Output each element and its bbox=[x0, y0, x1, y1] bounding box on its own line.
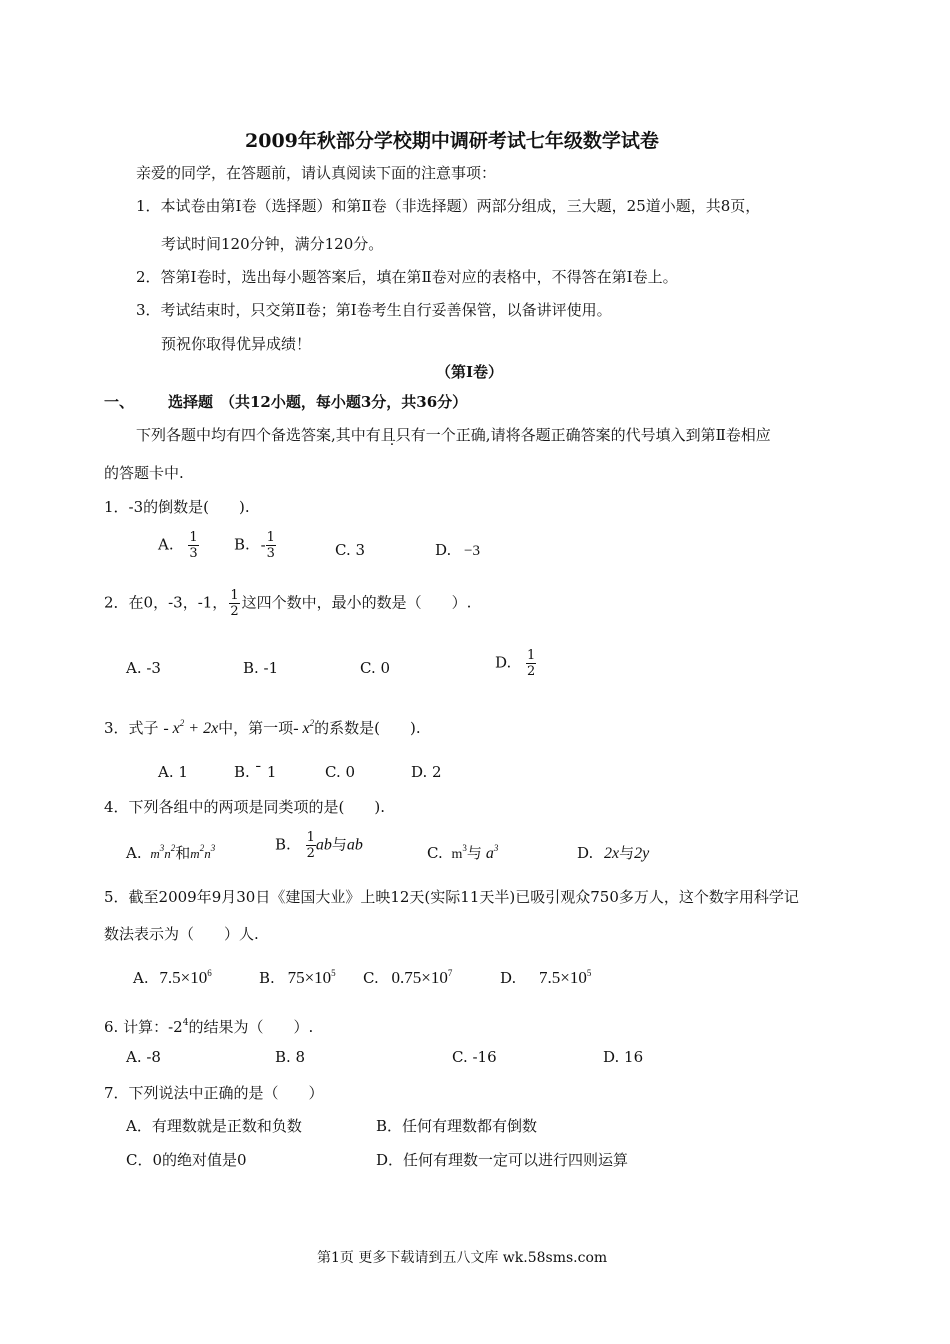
q3-option-c: C. 0 bbox=[325, 763, 356, 781]
q2-stem-post: 这四个数中，最小的数是（ ）. bbox=[241, 593, 472, 612]
q2-option-c: C. 0 bbox=[360, 659, 391, 677]
q5-option-a bbox=[133, 968, 212, 988]
section-detail: （共12小题，每小题3分，共36分） bbox=[220, 393, 468, 411]
note-1: 1．本试卷由第Ⅰ卷（选择题）和第Ⅱ卷（非选择题）两部分组成，三大题，25道小题，共8页， bbox=[136, 197, 761, 215]
q4-a-expression-2: $m^2n^3$ bbox=[190, 843, 216, 861]
q3-stem-mid: 中，第一项 bbox=[218, 719, 294, 737]
note-2: 2．答第Ⅰ卷时，选出每小题答案后，填在第Ⅱ卷对应的表格中，不得答在第Ⅰ卷上。 bbox=[136, 268, 678, 286]
q4-b-term-1: ab bbox=[315, 836, 332, 854]
page-title: 2009年秋部分学校期中调研考试七年级数学试卷 bbox=[245, 130, 659, 152]
q1-a-fraction: $\frac{1}{3}$ bbox=[189, 530, 198, 561]
q2-d-label: D. bbox=[495, 653, 512, 672]
q2-option-a: A. -3 bbox=[126, 659, 161, 677]
q1-d-value: −3 bbox=[464, 543, 481, 559]
q4-d-term-1: 2x bbox=[604, 845, 620, 862]
q3-expression: - $x^2 + 2x$ bbox=[163, 718, 219, 737]
q1-option-d bbox=[435, 541, 480, 560]
instruction-part-1: 下列各题中均有四个备选答案,其中 bbox=[136, 426, 366, 444]
instruction-emphasis: 有且只有 bbox=[365, 426, 426, 444]
q2-option-b: B. -1 bbox=[243, 659, 279, 677]
q4-a-and: 和 bbox=[175, 844, 191, 862]
section-number: 一、 bbox=[104, 393, 135, 411]
section-name: 选择题 bbox=[168, 393, 214, 411]
q1-b-fraction: $\frac{1}{3}$ bbox=[266, 530, 275, 561]
q1-b-sign: - bbox=[260, 535, 266, 554]
q7-stem: 7．下列说法中正确的是（ ） bbox=[104, 1084, 324, 1102]
q4-a-label: A. bbox=[126, 844, 142, 862]
q5-option-b bbox=[259, 968, 336, 988]
q4-d-term-2: 2y bbox=[634, 845, 650, 862]
q5-a-label: A. bbox=[133, 969, 149, 987]
q2-d-fraction: $\frac{1}{2}$ bbox=[527, 648, 536, 679]
q5-b-label: B. bbox=[259, 969, 275, 987]
q4-c-label: C. bbox=[427, 844, 443, 862]
q6-option-c: C. -16 bbox=[452, 1048, 497, 1066]
q5-d-value: $7.5\times 10^5$ bbox=[539, 968, 592, 987]
q3-stem-post: 的系数是( ). bbox=[314, 719, 421, 737]
q4-c-and: 与 bbox=[466, 844, 482, 862]
q2-option-d bbox=[495, 648, 536, 679]
q2-stem bbox=[104, 588, 471, 619]
q3-term: - $x^2$ bbox=[293, 718, 315, 737]
instruction-line-2: 的答题卡中. bbox=[104, 464, 184, 482]
q4-c-term-1: $m^3$ bbox=[451, 843, 467, 862]
q1-option-a bbox=[158, 530, 199, 561]
q1-stem: 1．-3的倒数是( ). bbox=[104, 498, 250, 516]
q6-stem-post: 的结果为（ ）. bbox=[188, 1018, 314, 1036]
q5-stem-line-2: 数法表示为（ ）人. bbox=[104, 925, 259, 943]
q3-option-b: B. ˉ 1 bbox=[234, 763, 277, 781]
q1-option-c: C. 3 bbox=[335, 541, 366, 559]
note-3: 3．考试结束时，只交第Ⅱ卷；第Ⅰ卷考生自行妥善保管，以备讲评使用。 bbox=[136, 301, 612, 319]
q3-option-d: D. 2 bbox=[411, 763, 442, 781]
page-footer: 第1页 更多下载请到五八文库 wk.58sms.com bbox=[317, 1250, 608, 1266]
q6-exponent: 4 bbox=[182, 1018, 189, 1028]
q4-d-label: D. bbox=[577, 844, 594, 862]
instruction-line-1 bbox=[136, 424, 771, 445]
q4-b-label: B. bbox=[275, 835, 291, 854]
q1-a-label: A. bbox=[158, 535, 174, 554]
q7-option-a: A．有理数就是正数和负数 bbox=[126, 1117, 302, 1135]
q4-b-and: 与 bbox=[331, 835, 347, 854]
instruction-part-2: 一个正确,请将各题正确答案的代号填入到第Ⅱ卷相应 bbox=[425, 426, 771, 444]
note-1-cont: 考试时间120分钟，满分120分。 bbox=[161, 235, 384, 253]
q5-option-c bbox=[363, 968, 452, 988]
q1-d-label: D. bbox=[435, 541, 452, 559]
intro-text: 亲爱的同学，在答题前，请认真阅读下面的注意事项： bbox=[136, 164, 497, 182]
q4-a-expression: $m^3n^2$ bbox=[150, 843, 176, 861]
note-wish: 预祝你取得优异成绩！ bbox=[161, 335, 312, 353]
q4-b-fraction: $\frac{1}{2}$ bbox=[306, 830, 315, 861]
volume-label: （第Ⅰ卷） bbox=[436, 363, 504, 381]
q3-stem-pre: 3．式子 bbox=[104, 719, 159, 737]
q1-option-b bbox=[234, 530, 276, 561]
q4-option-a bbox=[126, 842, 215, 863]
q2-fraction: $\frac{1}{2}$ bbox=[230, 588, 239, 619]
q4-c-term-2: $a^3$ bbox=[485, 843, 499, 862]
q5-option-d bbox=[500, 968, 591, 988]
q6-stem-pre: 6. 计算：-2 bbox=[104, 1018, 183, 1036]
q3-stem bbox=[104, 717, 421, 738]
q7-option-d: D．任何有理数一定可以进行四则运算 bbox=[376, 1151, 629, 1169]
q6-option-d: D. 16 bbox=[603, 1048, 644, 1066]
q4-option-b bbox=[275, 830, 363, 861]
q6-stem bbox=[104, 1016, 313, 1037]
q6-option-b: B. 8 bbox=[275, 1048, 306, 1066]
q6-option-a: A. -8 bbox=[126, 1048, 161, 1066]
q1-b-label: B. bbox=[234, 535, 250, 554]
q4-d-and: 与 bbox=[619, 844, 635, 862]
q5-d-label: D. bbox=[500, 969, 517, 987]
q4-option-d bbox=[577, 842, 649, 863]
q4-stem: 4．下列各组中的两项是同类项的是( ). bbox=[104, 798, 386, 816]
q5-c-label: C. bbox=[363, 969, 379, 987]
q2-stem-pre: 2．在0，-3，-1， bbox=[104, 593, 228, 612]
q4-option-c bbox=[427, 842, 498, 863]
q5-stem-line-1: 5．截至2009年9月30日《建国大业》上映12天(实际11天半)已吸引观众750多万人，这个数字用科学记 bbox=[104, 888, 799, 906]
q4-b-term-2: ab bbox=[346, 836, 363, 854]
q5-b-value: $75\times 10^5$ bbox=[287, 968, 336, 987]
q5-a-value: $7.5\times 10^6$ bbox=[159, 968, 212, 987]
q7-option-b: B．任何有理数都有倒数 bbox=[376, 1117, 538, 1135]
q5-c-value: $0.75\times 10^7$ bbox=[391, 968, 453, 987]
q7-option-c: C．0的绝对值是0 bbox=[126, 1151, 247, 1169]
q3-option-a: A. 1 bbox=[158, 763, 188, 781]
